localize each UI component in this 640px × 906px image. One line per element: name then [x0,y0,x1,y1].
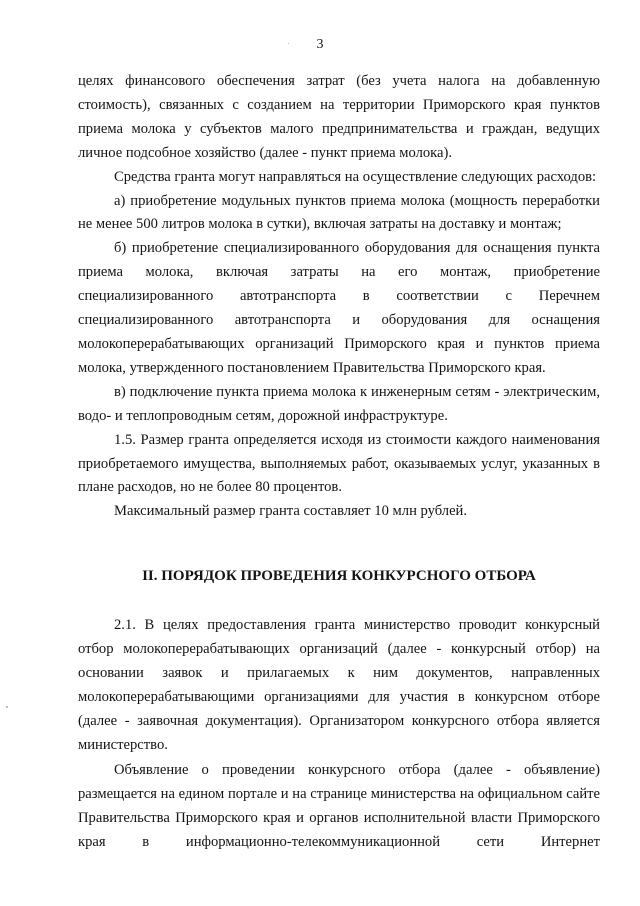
document-body-bottom [78,613,600,854]
section-heading: II. ПОРЯДОК ПРОВЕДЕНИЯ КОНКУРСНОГО ОТБОРА [142,568,536,584]
paragraph-max-grant: Максимальный размер гранта составляет 10 млн рублей. [114,503,468,520]
scan-speck [6,706,8,708]
page-number: 3 [316,37,324,52]
paragraph-item-v: в) подключение пункта приема молока к инженерным сетям - электрическим, водо- и теплопроводным сетям, дорожной инфраструктуре. [78,383,600,424]
paragraph-2-1: 2.1. В целях предоставления гранта министерство проводит конкурсный отбор молокоперерабатывающих организаций (далее - конкурсный отбор) на основании заявок и прилагаемых к ним документов, направленных молокоперерабатывающими организациями для участия в конкурсном отборе (далее - заявочная документация). Организатором конкурсного отбора является министерство. [78,617,600,754]
scan-speck [288,43,289,44]
paragraph-item-a: а) приобретение модульных пунктов приема молока (мощность переработки не менее 500 литров молока в сутки), включая затраты на доставку и монтаж; [78,192,600,233]
paragraph-grant-expenses: Средства гранта могут направляться на осуществление следующих расходов: [114,168,597,185]
paragraph-item-b: б) приобретение специализированного оборудования для оснащения пункта приема молока, включая затраты на его монтаж, приобретение специализированного автотранспорта в соответствии с Перечнем специализированного автотранспорта и оборудования для оснащения молокоперерабатывающих организаций Приморского края и пунктов приема молока, утвержденного постановлением Правительства Приморского края. [78,240,600,376]
document-body-top [78,70,600,524]
paragraph-1-5: 1.5. Размер гранта определяется исходя из стоимости каждого наименования приобретаемого имущества, выполняемых работ, оказываемых услуг, указанных в плане расходов, но не более 80 процентов. [78,431,600,496]
paragraph-announcement: Объявление о проведении конкурсного отбора (далее - объявление) размещается на едином портале и на странице министерства на официальном сайте Правительства Приморского края и органов исполнительной власти Приморского края в информационно-телекоммуникационной сети Интернет [78,761,600,850]
paragraph-grant-purpose: целях финансового обеспечения затрат (без учета налога на добавленную стоимость), связанных с созданием на территории Приморского края пунктов приема молока у субъектов малого предпринимательства и граждан, ведущих личное подсобное хозяйство (далее - пункт приема молока). [78,73,600,161]
